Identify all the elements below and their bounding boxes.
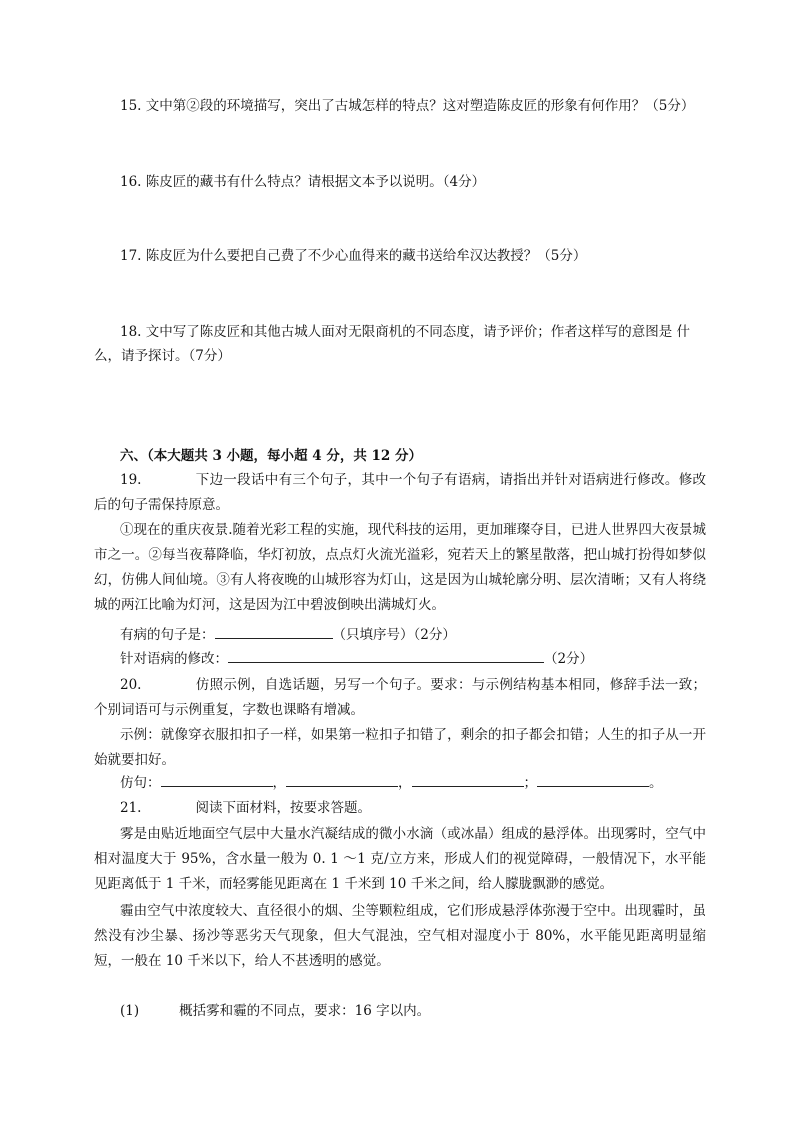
question-21-paragraph-haze: 霾由空气中浓度较大、直径很小的烟、尘等颗粒组成，它们形成悬浮体弥漫于空中。出现霾时，虽然没有沙尘暴、扬沙等恶劣天气现象，但大气混浊，空气相对湿度小于 80%，水平能见距离明显缩短，一般在 10 千米以下，给人不甚透明的感觉。 — [94, 903, 706, 969]
fix-note: （2分） — [544, 651, 594, 667]
imitate-sep-2: ， — [398, 775, 412, 791]
question-21-number: 21. — [120, 800, 142, 816]
question-16: 16. 陈皮匠的藏书有什么特点？请根据文本予以说明。（4分） — [120, 174, 486, 190]
question-19-sick-sentence — [120, 624, 456, 646]
question-17: 17. 陈皮匠为什么要把自己费了不少心血得来的藏书送给牟汉达教授？（5分） — [120, 248, 587, 264]
imitate-blank-3[interactable] — [412, 772, 524, 787]
question-20 — [94, 673, 706, 723]
imitate-blank-2[interactable] — [286, 772, 398, 787]
sick-sentence-note: （只填序号）（2分） — [332, 627, 456, 643]
question-20-imitate — [120, 772, 663, 794]
question-21-sub-1 — [120, 1000, 430, 1022]
question-19-number: 19. — [120, 472, 142, 488]
imitate-end: 。 — [649, 775, 663, 791]
sub-question-1-text: 概括雾和霾的不同点，要求：16 字以内。 — [179, 1003, 431, 1019]
question-19-passage: ①现在的重庆夜景.随着光彩工程的实施，现代科技的运用，更加璀璨夺目，已进人世界四大夜景城市之一。②每当夜幕降临，华灯初放，点点灯火流光溢彩，宛若天上的繁星散落，把山城打扮得如梦似幻，仿佛人间仙境。③有人将夜晚的山城形容为灯山，这是因为山城轮廓分明、层次清晰；又有人将绕城的两江比喻为灯河，这是因为江中碧波倒映出满城灯火。 — [94, 522, 706, 613]
question-21-paragraph-fog: 雾是由贴近地面空气层中大量水汽凝结成的微小水滴（或冰晶）组成的悬浮体。出现雾时，空气中相对温度大于 95%，含水量一般为 0. 1 ～1 克/立方来，形成人们的视觉障碍，一般情况下，水平能见距离低于 1 千米，而轻雾能见距离在 1 千米到 10 千米之间，给人朦胧飘渺的感觉。 — [94, 826, 706, 892]
imitate-label: 仿句： — [120, 775, 161, 791]
fix-blank[interactable] — [228, 648, 544, 663]
imitate-blank-4[interactable] — [537, 772, 649, 787]
question-19-fix — [120, 648, 593, 670]
question-18-line2: 么，请予探讨。（7分） — [94, 348, 231, 364]
sick-sentence-blank[interactable] — [215, 624, 333, 639]
sub-question-1-number: (1) — [120, 1003, 140, 1019]
sick-sentence-label: 有病的句子是： — [120, 627, 215, 643]
question-20-text: 仿照示例，自选话题，另写一个句子。要求：与示例结构基本相同，修辞手法一致；个别词语可与示例重复，字数也课略有增减。 — [94, 677, 706, 718]
question-15: 15. 文中第②段的环境描写，突出了古城怎样的特点？这对塑造陈皮匠的形象有何作用？（5分） — [120, 98, 695, 114]
fix-label: 针对语病的修改： — [120, 651, 228, 667]
question-19 — [94, 468, 706, 518]
question-21-text: 阅读下面材料，按要求答题。 — [195, 800, 371, 816]
imitate-sep-3: ； — [523, 775, 537, 791]
question-21 — [120, 797, 371, 819]
question-19-text: 下边一段话中有三个句子，其中一个句子有语病，请指出并针对语病进行修改。修改后的句子需保持原意。 — [94, 472, 706, 513]
section-6-heading: 六、（本大题共 3 小题，每小超 4 分，共 12 分） — [120, 448, 423, 464]
imitate-blank-1[interactable] — [161, 772, 273, 787]
imitate-sep-1: ， — [272, 775, 286, 791]
question-20-example: 示例：就像穿衣服扣扣子一样，如果第一粒扣子扣错了，剩余的扣子都会扣错；人生的扣子从一开始就要扣好。 — [94, 727, 706, 768]
question-20-number: 20. — [120, 677, 142, 693]
question-18-line1: 18. 文中写了陈皮匠和其他古城人面对无限商机的不同态度，请予评价；作者这样写的意图是 什 — [120, 324, 691, 340]
